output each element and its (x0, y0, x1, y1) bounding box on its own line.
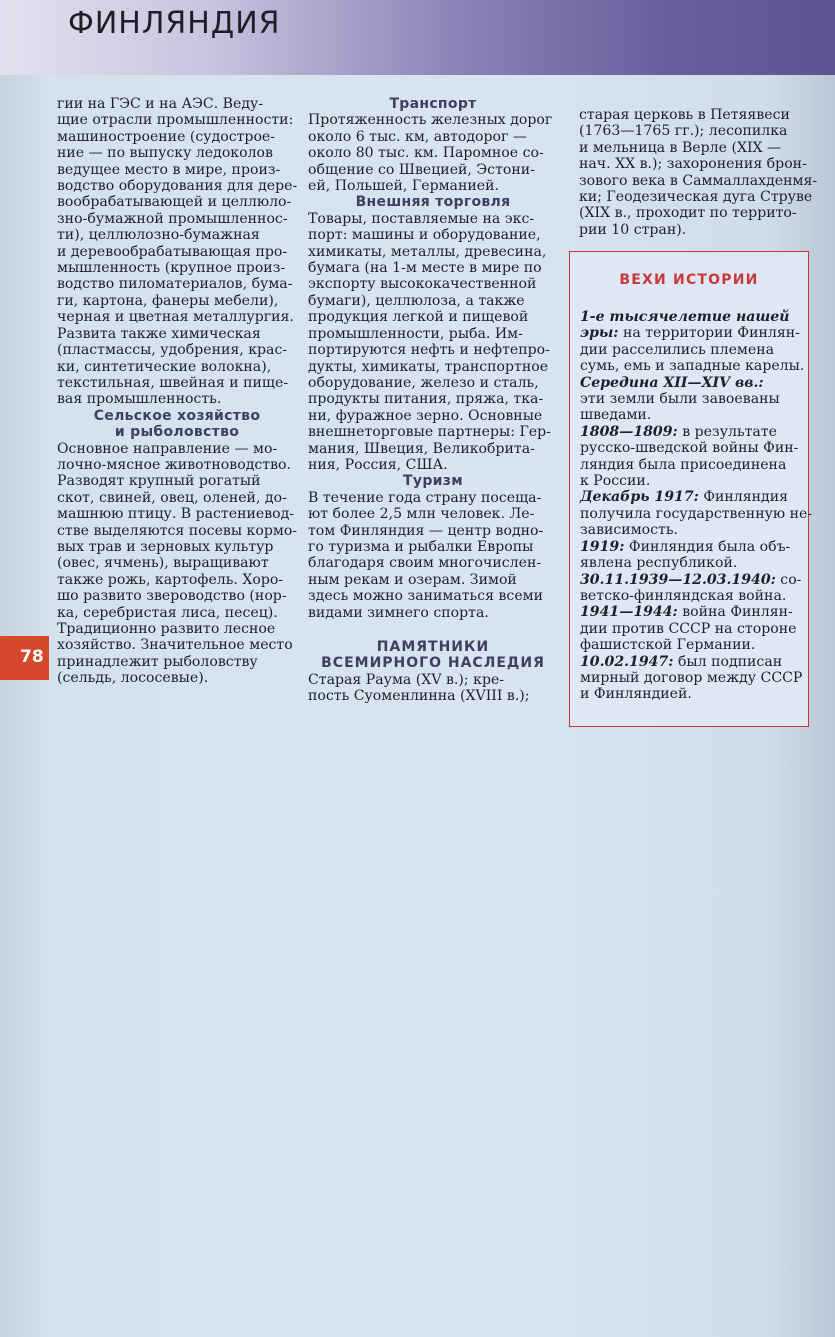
text-line: нач. XX в.); захоронения брон- (579, 156, 807, 173)
text-line: вообрабатывающей и целлюло- (57, 194, 292, 211)
text-line: Традиционно развито лесное (57, 621, 276, 637)
history-line: и Финляндией. (580, 686, 692, 703)
text-line: бумага (на 1-м месте в мире по (308, 260, 542, 277)
text-line: общение со Швецией, Эстони- (308, 161, 535, 178)
tourism-text (308, 490, 558, 621)
text-line: Сельское хозяйство (93, 407, 261, 424)
history-line: ветско-финляндская война. (580, 587, 787, 604)
text-line: бумаги), целлюлоза, а также (308, 292, 525, 309)
text-line: ти), целлюлозно-бумажная (57, 227, 260, 244)
text-line: Протяженность железных дорог (308, 112, 553, 129)
text-line: оборудование, железо и сталь, (308, 374, 539, 391)
history-line: явлена республикой. (580, 555, 738, 572)
text-line: черная и цветная металлургия. (57, 309, 294, 326)
history-line: сумь, емь и западные карелы. (580, 358, 805, 375)
history-line: шведами. (580, 407, 652, 424)
heritage-text (308, 672, 558, 705)
industry-text (57, 96, 297, 408)
text-line: (XIX в., проходит по террито- (579, 205, 797, 222)
history-line (580, 309, 808, 325)
text-line: дукты, химикаты, транспортное (308, 358, 549, 375)
history-box-title: ВЕХИ ИСТОРИИ (619, 272, 759, 288)
text-line: рии 10 стран). (579, 221, 687, 238)
history-line: 1919: Финляндия была объ- (580, 538, 791, 555)
text-line: старая церковь в Петяявеси (579, 107, 790, 123)
text-line: ей, Польшей, Германией. (308, 178, 499, 195)
text-line: зового века в Саммаллахденмя- (579, 172, 818, 189)
text-line: Разводят крупный рогатый (57, 473, 261, 490)
page-header (0, 0, 835, 75)
text-line: В течение года страну посеща- (308, 489, 542, 506)
transport-text (308, 112, 558, 194)
text-line: внешнеторговые партнеры: Гер- (308, 424, 551, 441)
text-line: около 80 тыс. км. Паромное со- (308, 145, 544, 162)
text-line: продукция легкой и пищевой (308, 309, 529, 326)
text-line: и деревообрабатывающая про- (57, 243, 288, 260)
section-heading-heritage (308, 639, 558, 672)
text-line: мания, Швеция, Великобрита- (308, 440, 535, 457)
text-line: Развита также химическая (57, 325, 261, 342)
text-line: ным рекам и озерам. Зимой (308, 571, 517, 588)
text-line: видами зимнего спорта. (308, 604, 489, 621)
text-line: мышленность (крупное произ- (57, 260, 286, 277)
text-line: Старая Раума (XV в.); кре- (308, 671, 505, 688)
text-line: здесь можно заниматься всеми (308, 588, 544, 605)
history-line: дии против СССР на стороне (580, 620, 797, 637)
text-line: скот, свиней, овец, оленей, до- (57, 489, 287, 506)
history-line: 10.02.1947: был подписан (580, 653, 783, 670)
text-line: зно-бумажной промышленнос- (57, 210, 288, 227)
section-heading-trade: Внешняя торговля (355, 194, 511, 211)
history-date: Середина XII—XIV вв.: (580, 374, 764, 391)
text-line: благодаря своим многочислен- (308, 555, 542, 572)
text-line: также рожь, картофель. Хоро- (57, 571, 284, 588)
text-line: пость Суоменлинна (XVIII в.); (308, 688, 530, 705)
text-line: Товары, поставляемые на экс- (308, 210, 535, 227)
trade-text (308, 211, 558, 474)
history-line: ляндия была присоединена (580, 456, 787, 473)
history-milestones-list (580, 309, 813, 703)
text-line: и мельница в Верле (XIX — (579, 139, 782, 156)
section-heading-agriculture (57, 408, 297, 441)
text-line: гии на ГЭС и на АЭС. Веду- (57, 96, 264, 112)
history-line (580, 375, 808, 391)
text-line: химикаты, металлы, древесина, (308, 243, 547, 260)
history-date: 1-е тысячелетие нашей (580, 309, 790, 325)
text-line: лочно-мясное животноводство. (57, 456, 291, 473)
text-line: ка, серебристая лиса, песец). (57, 604, 278, 621)
text-line: вых трав и зерновых культур (57, 538, 274, 555)
heritage-text-continued (579, 107, 818, 238)
history-date: 10.02.1947: (580, 653, 674, 670)
text-column-3 (579, 107, 818, 238)
history-date: 30.11.1939—12.03.1940: (580, 571, 776, 588)
section-heading-transport: Транспорт (389, 96, 477, 112)
history-line: к России. (580, 473, 651, 490)
agriculture-text (57, 441, 297, 687)
text-line: ги, картона, фанеры мебели), (57, 292, 279, 309)
history-line: 1941—1944: война Финлян- (580, 604, 793, 621)
text-line: и рыболовство (114, 424, 240, 441)
history-line: зависимость. (580, 522, 678, 539)
page-title: ФИНЛЯНДИЯ (68, 6, 281, 41)
text-line: ки, синтетические волокна), (57, 358, 272, 375)
text-line: стве выделяются посевы кормо- (57, 522, 298, 539)
history-date: 1941—1944: (580, 604, 678, 621)
text-line: Основное направление — мо- (57, 440, 278, 457)
text-line: принадлежит рыболовству (57, 653, 258, 670)
history-line: получила государственную не- (580, 505, 813, 522)
history-line: фашистской Германии. (580, 637, 756, 654)
text-line: водство оборудования для дере- (57, 178, 298, 195)
text-line: портируются нефть и нефтепро- (308, 342, 550, 359)
history-milestones-box (569, 251, 813, 727)
history-line: 30.11.1939—12.03.1940: со- (580, 571, 802, 588)
history-line: эры: на территории Финлян- (580, 325, 800, 342)
text-line: шо развито звероводство (нор- (57, 588, 287, 605)
page-number: 78 (20, 647, 44, 667)
text-line: (1763—1765 гг.); лесопилка (579, 123, 788, 140)
text-line: около 6 тыс. км, автодорог — (308, 128, 527, 145)
text-line: (сельдь, лососевые). (57, 670, 209, 687)
text-line: ния, Россия, США. (308, 456, 448, 473)
history-date: Декабрь 1917: (580, 489, 699, 506)
history-line: русско-шведской войны Фин- (580, 440, 799, 457)
text-line: ние — по выпуску ледоколов (57, 145, 273, 162)
text-line: текстильная, швейная и пище- (57, 374, 289, 391)
history-date: 1808—1809: (580, 423, 678, 440)
text-line: хозяйство. Значительное место (57, 637, 293, 654)
text-line: ни, фуражное зерно. Основные (308, 407, 543, 424)
text-line: том Финляндия — центр водно- (308, 522, 544, 539)
text-line: порт: машины и оборудование, (308, 227, 541, 244)
text-column-1 (57, 96, 297, 687)
section-heading-tourism: Туризм (403, 473, 463, 490)
history-line: эти земли были завоеваны (580, 391, 780, 408)
text-line: ют более 2,5 млн человек. Ле- (308, 506, 535, 523)
text-line: ведущее место в мире, произ- (57, 161, 281, 178)
text-line: машнюю птицу. В растениевод- (57, 506, 295, 523)
text-line: продукты питания, пряжа, тка- (308, 391, 544, 408)
text-line: ВСЕМИРНОГО НАСЛЕДИЯ (321, 655, 545, 672)
text-line: экспорту высококачественной (308, 276, 537, 293)
text-column-2 (308, 96, 558, 705)
text-line: водство пиломатериалов, бума- (57, 276, 293, 293)
history-line: 1808—1809: в результате (580, 423, 777, 440)
text-line: (овес, ячмень), выращивают (57, 555, 269, 572)
text-line: машиностроение (судострое- (57, 128, 276, 145)
history-line: мирный договор между СССР (580, 669, 803, 686)
text-line: ки; Геодезическая дуга Струве (579, 189, 813, 206)
text-line: промышленности, рыба. Им- (308, 325, 523, 342)
text-line: го туризма и рыбалки Европы (308, 538, 534, 555)
history-date: 1919: (580, 538, 625, 555)
text-line: (пластмассы, удобрения, крас- (57, 342, 288, 359)
history-line: дии расселились племена (580, 341, 775, 358)
text-line: вая промышленность. (57, 391, 222, 408)
history-date: эры: (580, 325, 619, 342)
text-line: ПАМЯТНИКИ (376, 639, 490, 655)
history-line: Декабрь 1917: Финляндия (580, 489, 789, 506)
text-line: щие отрасли промышленности: (57, 112, 294, 129)
